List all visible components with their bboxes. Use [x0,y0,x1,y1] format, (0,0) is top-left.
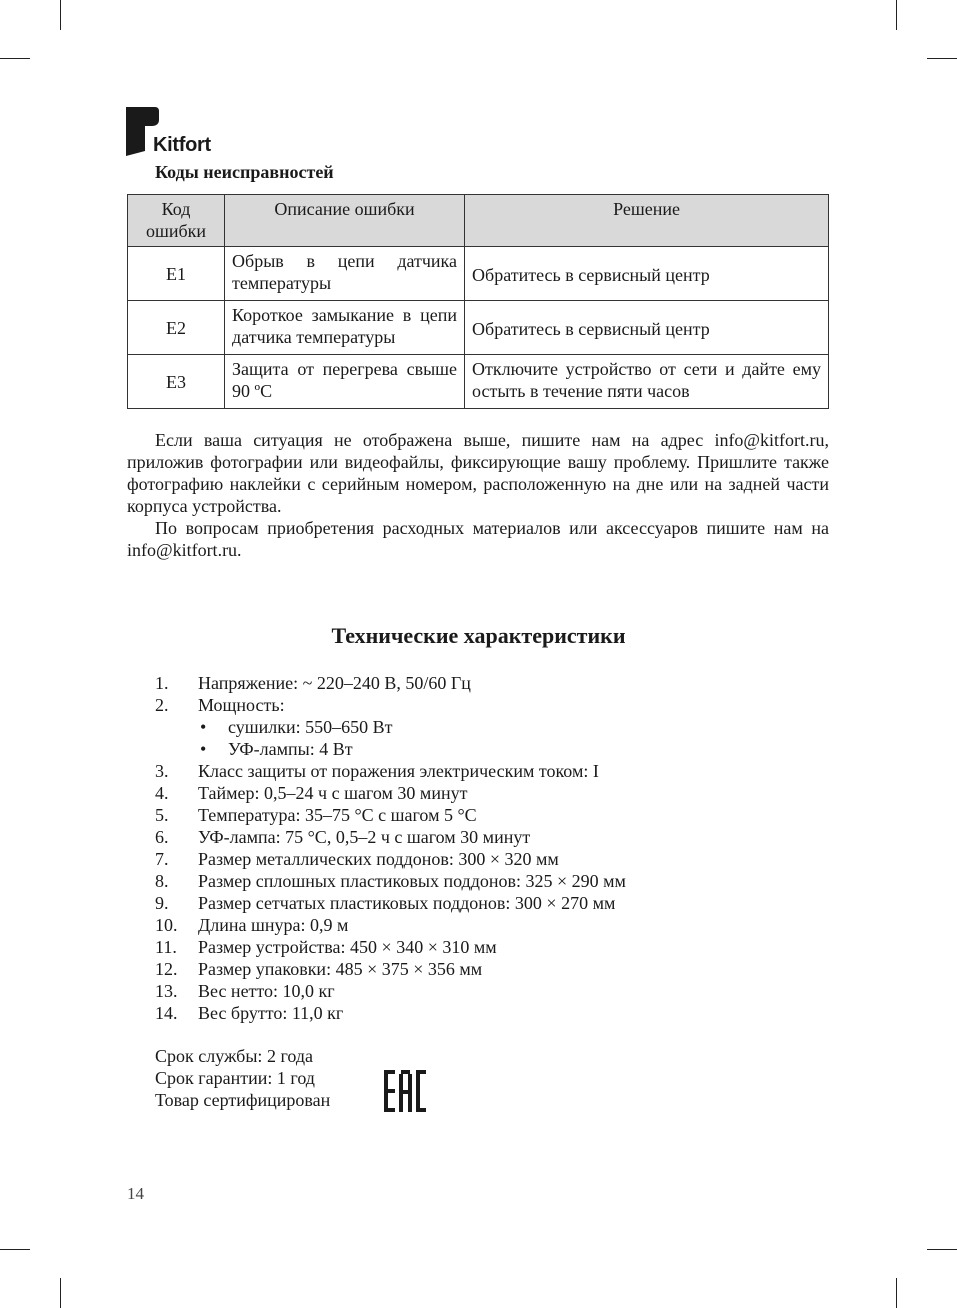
item-number: 14. [155,1003,178,1023]
eac-mark-icon [384,1070,426,1112]
item-text: Температура: 35–75 °С с шагом 5 °С [198,805,477,825]
item-text: УФ-лампы: 4 Вт [228,739,353,759]
error-description: Обрыв в цепи датчика температуры [225,247,465,301]
item-text: Вес брутто: 11,0 кг [198,1003,344,1023]
item-number: 8. [155,871,169,891]
list-item [155,782,855,804]
item-text: Напряжение: ~ 220–240 В, 50/60 Гц [198,673,471,693]
list-item [155,1002,855,1024]
certified-note: Товар сертифицирован [155,1090,331,1110]
item-number: 4. [155,783,169,803]
column-header-description: Описание ошибки [225,195,465,247]
error-codes-table [127,194,829,409]
sub-list-item [155,716,855,738]
item-number: 10. [155,915,178,935]
item-number: 11. [155,937,177,957]
item-number: 7. [155,849,169,869]
table-row [128,247,829,301]
list-item [155,672,855,694]
warranty-period: Срок гарантии: 1 год [155,1068,315,1088]
item-text: Размер металлических поддонов: 300 × 320 мм [198,849,559,869]
item-text: Размер сплошных пластиковых поддонов: 325 × 290 мм [198,871,626,891]
item-text: сушилки: 550–650 Вт [228,717,393,737]
list-item [155,892,855,914]
contact-paragraph: Если ваша ситуация не отображена выше, пишите нам на адрес info@kitfort.ru, приложив фотографии или видеофайлы, фиксирующие вашу проблему. Пришлите также фотографию наклейки с серийным номером, расположенную на дне или на задней части корпуса устройства. [127,430,829,516]
error-codes-heading: Коды неисправностей [155,162,334,182]
item-number: 12. [155,959,178,979]
item-text: Размер устройства: 450 × 340 × 310 мм [198,937,497,957]
error-code: E3 [128,355,225,409]
sub-list-item [155,738,855,760]
bullet-icon: • [200,739,207,759]
table-header-row [128,195,829,247]
item-text: Размер сетчатых пластиковых поддонов: 300 × 270 мм [198,893,616,913]
brand-name: Kitfort [153,134,211,156]
list-item [155,848,855,870]
item-number: 6. [155,827,169,847]
list-item [155,870,855,892]
item-text: Мощность: [198,695,285,715]
item-text: Размер упаковки: 485 × 375 × 356 мм [198,959,483,979]
error-code: E2 [128,301,225,355]
crop-mark [60,1278,61,1308]
table-row [128,301,829,355]
error-solution: Обратитесь в сервисный центр [465,247,829,301]
item-text: Класс защиты от поражения электрическим током: I [198,761,599,781]
item-number: 9. [155,893,169,913]
crop-mark [0,58,30,59]
list-item [155,694,855,716]
list-item [155,936,855,958]
item-number: 2. [155,695,169,715]
list-item [155,826,855,848]
crop-mark [927,1249,957,1250]
error-description: Короткое замыкание в цепи датчика температуры [225,301,465,355]
service-info [155,1045,330,1111]
list-item [155,980,855,1002]
service-life: Срок службы: 2 года [155,1046,314,1066]
item-text: Таймер: 0,5–24 ч с шагом 30 минут [198,783,468,803]
crop-mark [60,0,61,30]
specs-list [155,672,855,1024]
item-text: Вес нетто: 10,0 кг [198,981,335,1001]
crop-mark [896,1278,897,1308]
error-solution: Отключите устройство от сети и дайте ему остыть в течение пяти часов [465,355,829,409]
item-text: Длина шнура: 0,9 м [198,915,349,935]
table-row [128,355,829,409]
item-number: 3. [155,761,169,781]
column-header-code: Код ошибки [128,195,225,247]
error-code: E1 [128,247,225,301]
list-item [155,760,855,782]
item-number: 5. [155,805,169,825]
column-header-solution: Решение [465,195,829,247]
crop-mark [0,1249,30,1250]
list-item [155,958,855,980]
item-number: 1. [155,673,169,693]
error-description: Защита от перегрева свыше 90 ºС [225,355,465,409]
item-text: УФ-лампа: 75 °С, 0,5–2 ч с шагом 30 минут [198,827,531,847]
crop-mark [927,58,957,59]
list-item [155,804,855,826]
page-number: 14 [127,1184,144,1203]
specs-heading: Технические характеристики [331,623,626,648]
item-number: 13. [155,981,178,1001]
accessories-paragraph: По вопросам приобретения расходных материалов или аксессуаров пишите нам на info@kitfort.ru. [127,518,829,560]
bullet-icon: • [200,717,207,737]
crop-mark [896,0,897,30]
error-solution: Обратитесь в сервисный центр [465,301,829,355]
list-item [155,914,855,936]
